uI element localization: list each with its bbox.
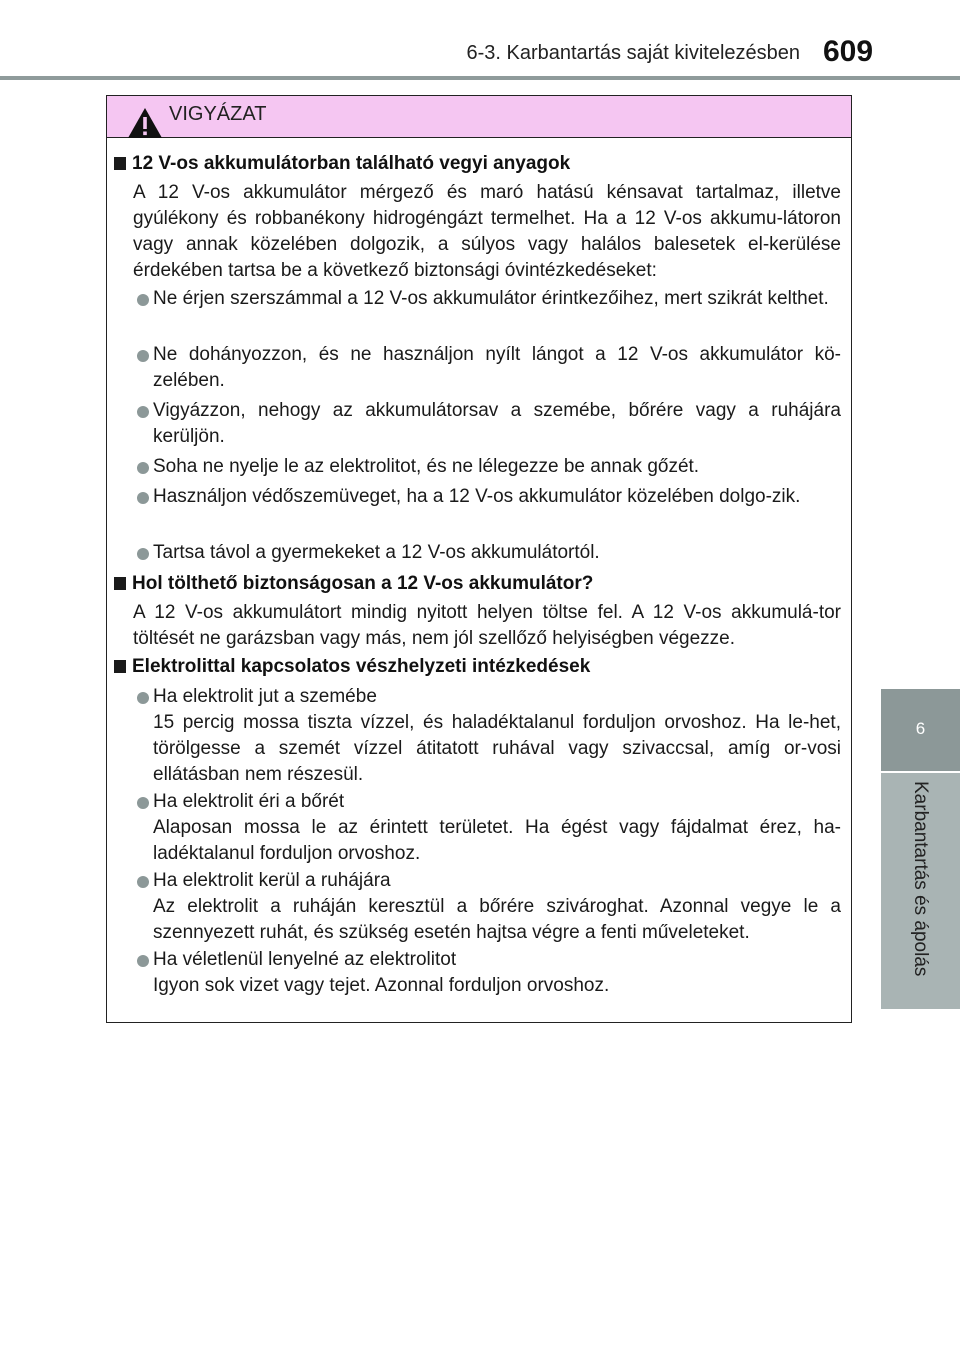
bullet-item: [153, 947, 841, 999]
bullet-item: Ne dohányozzon, és ne használjon nyílt lángot a 12 V-os akkumulátor kö-zelében.: [153, 344, 841, 391]
bullet-dot: [137, 492, 149, 504]
section-title: Elektrolittal kapcsolatos vészhelyzeti intézkedések: [132, 656, 591, 677]
header-divider: [0, 76, 960, 80]
chapter-title: Karbantartás és ápolás: [910, 781, 931, 977]
bullet-lead: Ha elektrolit éri a bőrét: [153, 791, 345, 812]
section-header-title: 6-3. Karbantartás saját kivitelezésben: [466, 42, 800, 64]
bullet-lead: Ha véletlenül lenyelné az elektrolitot: [153, 949, 457, 970]
section-title: 12 V-os akkumulátorban található vegyi anyagok: [132, 153, 571, 174]
bullet-detail: Igyon sok vizet vagy tejet. Azonnal forduljon orvoshoz.: [153, 975, 610, 996]
bullet-detail: Az elektrolit a ruháján keresztül a bőrére szivároghat. Azonnal vegye le a szennyezett ruhát, és szükség esetén hajtsa végre a fenti műveleteket.: [153, 896, 841, 943]
bullet-dot: [137, 462, 149, 474]
chapter-tab: [881, 689, 960, 771]
bullet-dot: [137, 548, 149, 560]
bullet-dot: [137, 876, 149, 888]
section-title: Hol tölthető biztonságosan a 12 V-os akkumulátor?: [132, 573, 594, 594]
bullet-item: [153, 868, 841, 946]
warning-triangle-icon: [127, 107, 163, 139]
bullet-item: Vigyázzon, nehogy az akkumulátorsav a szemébe, bőrére vagy a ruhájára kerüljön.: [153, 400, 841, 447]
page-number: 609: [823, 35, 874, 68]
section-paragraph: A 12 V-os akkumulátort mindig nyitott helyen töltse fel. A 12 V-os akkumulá-tor töltését ne garázsban vagy más, nem jól szellőző helyiségben végezze.: [133, 602, 841, 649]
chapter-number: 6: [915, 719, 926, 738]
bullet-item: [153, 684, 841, 788]
bullet-detail: 15 percig mossa tiszta vízzel, és haladéktalanul forduljon orvoshoz. Ha le-het, törölgesse a szemét vízzel átitatott ruhával vagy szivaccsal, amíg or-vosi ellátásban nem részesül.: [153, 712, 841, 785]
caution-label: VIGYÁZAT: [169, 103, 267, 125]
bullet-dot: [137, 955, 149, 967]
bullet-dot: [137, 350, 149, 362]
caution-header: [107, 96, 851, 138]
bullet-dot: [137, 797, 149, 809]
chapter-strip: [881, 773, 960, 1009]
section-marker: [114, 660, 126, 673]
bullet-dot: [137, 692, 149, 704]
section-marker: [114, 157, 126, 170]
bullet-item: Soha ne nyelje le az elektrolitot, és ne lélegezze be annak gőzét.: [153, 456, 700, 477]
bullet-dot: [137, 294, 149, 306]
bullet-item: Használjon védőszemüveget, ha a 12 V-os akkumulátor közelében dolgo-zik.: [153, 486, 801, 507]
bullet-item: Ne érjen szerszámmal a 12 V-os akkumulátor érintkezőihez, mert szikrát kelthet.: [153, 288, 829, 309]
bullet-lead: Ha elektrolit kerül a ruhájára: [153, 870, 391, 891]
bullet-item: [153, 789, 841, 867]
bullet-detail: Alaposan mossa le az érintett területet. Ha égést vagy fájdalmat érez, ha-ladéktalanul forduljon orvoshoz.: [153, 817, 841, 864]
bullet-item: Tartsa távol a gyermekeket a 12 V-os akkumulátortól.: [153, 542, 600, 563]
bullet-dot: [137, 406, 149, 418]
bullet-lead: Ha elektrolit jut a szemébe: [153, 686, 377, 707]
section-paragraph: A 12 V-os akkumulátor mérgező és maró hatású kénsavat tartalmaz, illetve gyúlékony és robbanékony hidrogéngázt termelhet. Ha a 12 V-os akkumu-látoron vagy annak közelében dolgozik, a súlyos vagy halálos balesetek el-kerülése érdekében tartsa be a következő biztonsági óvintézkedéseket:: [133, 182, 841, 281]
section-marker: [114, 577, 126, 590]
